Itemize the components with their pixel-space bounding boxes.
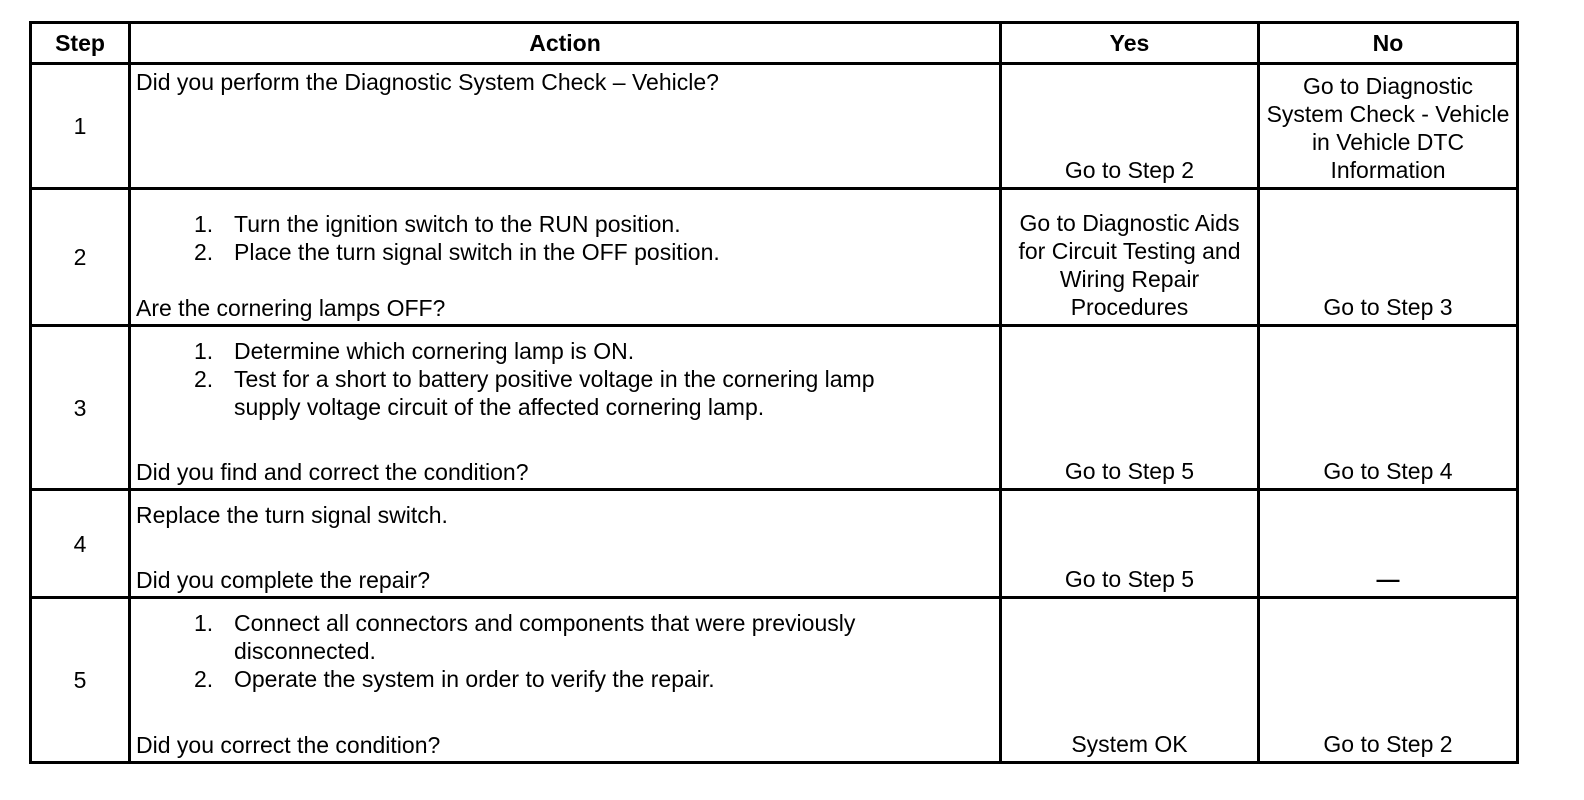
action-cell: [130, 64, 1001, 189]
action-question: Did you complete the repair?: [136, 567, 431, 593]
action-step-item: [136, 210, 995, 238]
action-step-item: [136, 337, 995, 365]
yes-cell: Go to Step 5: [1001, 490, 1259, 598]
action-cell: [130, 598, 1001, 763]
step-number: 1: [31, 64, 130, 189]
step-item-text: Place the turn signal switch in the OFF position.: [234, 239, 720, 265]
no-cell: Go to Step 2: [1259, 598, 1518, 763]
table-row: [31, 490, 1518, 598]
action-step-item: [136, 609, 995, 665]
action-cell: [130, 490, 1001, 598]
header-action: Action: [130, 23, 1001, 64]
no-cell: Go to Step 4: [1259, 326, 1518, 490]
diagnostic-table: [29, 21, 1519, 764]
step-number: 2: [31, 189, 130, 326]
header-step: Step: [31, 23, 130, 64]
action-step-item: [136, 665, 995, 693]
step-item-number: 1.: [194, 211, 214, 237]
step-number: 3: [31, 326, 130, 490]
table-row: [31, 598, 1518, 763]
no-cell: —: [1259, 490, 1518, 598]
step-item-number: 2.: [194, 366, 214, 392]
step-item-number: 1.: [194, 338, 214, 364]
action-steps: [136, 609, 995, 693]
no-cell: Go to Step 3: [1259, 189, 1518, 326]
step-item-text: Connect all connectors and components that were previously disconnected.: [234, 610, 856, 664]
action-question: Did you find and correct the condition?: [136, 459, 529, 485]
step-item-number: 1.: [194, 610, 214, 636]
yes-cell: Go to Step 5: [1001, 326, 1259, 490]
header-row: [31, 23, 1518, 64]
action-step-item: [136, 365, 995, 421]
yes-cell: Go to Diagnostic Aids for Circuit Testing and Wiring Repair Procedures: [1001, 189, 1259, 326]
action-intro: Replace the turn signal switch.: [136, 502, 448, 528]
table-row: [31, 189, 1518, 326]
no-cell: Go to Diagnostic System Check - Vehicle in Vehicle DTC Information: [1259, 64, 1518, 189]
action-steps: [136, 210, 995, 266]
step-item-text: Operate the system in order to verify the repair.: [234, 666, 715, 692]
table-row: [31, 326, 1518, 490]
step-item-number: 2.: [194, 239, 214, 265]
action-question: Did you correct the condition?: [136, 732, 441, 758]
table-row: [31, 64, 1518, 189]
yes-cell: System OK: [1001, 598, 1259, 763]
step-number: 5: [31, 598, 130, 763]
step-number: 4: [31, 490, 130, 598]
action-cell: [130, 326, 1001, 490]
action-question: Are the cornering lamps OFF?: [136, 295, 446, 321]
action-step-item: [136, 238, 995, 266]
action-intro: Did you perform the Diagnostic System Check – Vehicle?: [136, 69, 719, 95]
step-item-number: 2.: [194, 666, 214, 692]
header-yes: Yes: [1001, 23, 1259, 64]
step-item-text: Determine which cornering lamp is ON.: [234, 338, 635, 364]
yes-cell: Go to Step 2: [1001, 64, 1259, 189]
header-no: No: [1259, 23, 1518, 64]
action-cell: [130, 189, 1001, 326]
step-item-text: Test for a short to battery positive voltage in the cornering lamp supply voltage circuit of the affected cornering lamp.: [234, 366, 875, 420]
step-item-text: Turn the ignition switch to the RUN position.: [234, 211, 681, 237]
action-steps: [136, 337, 995, 421]
